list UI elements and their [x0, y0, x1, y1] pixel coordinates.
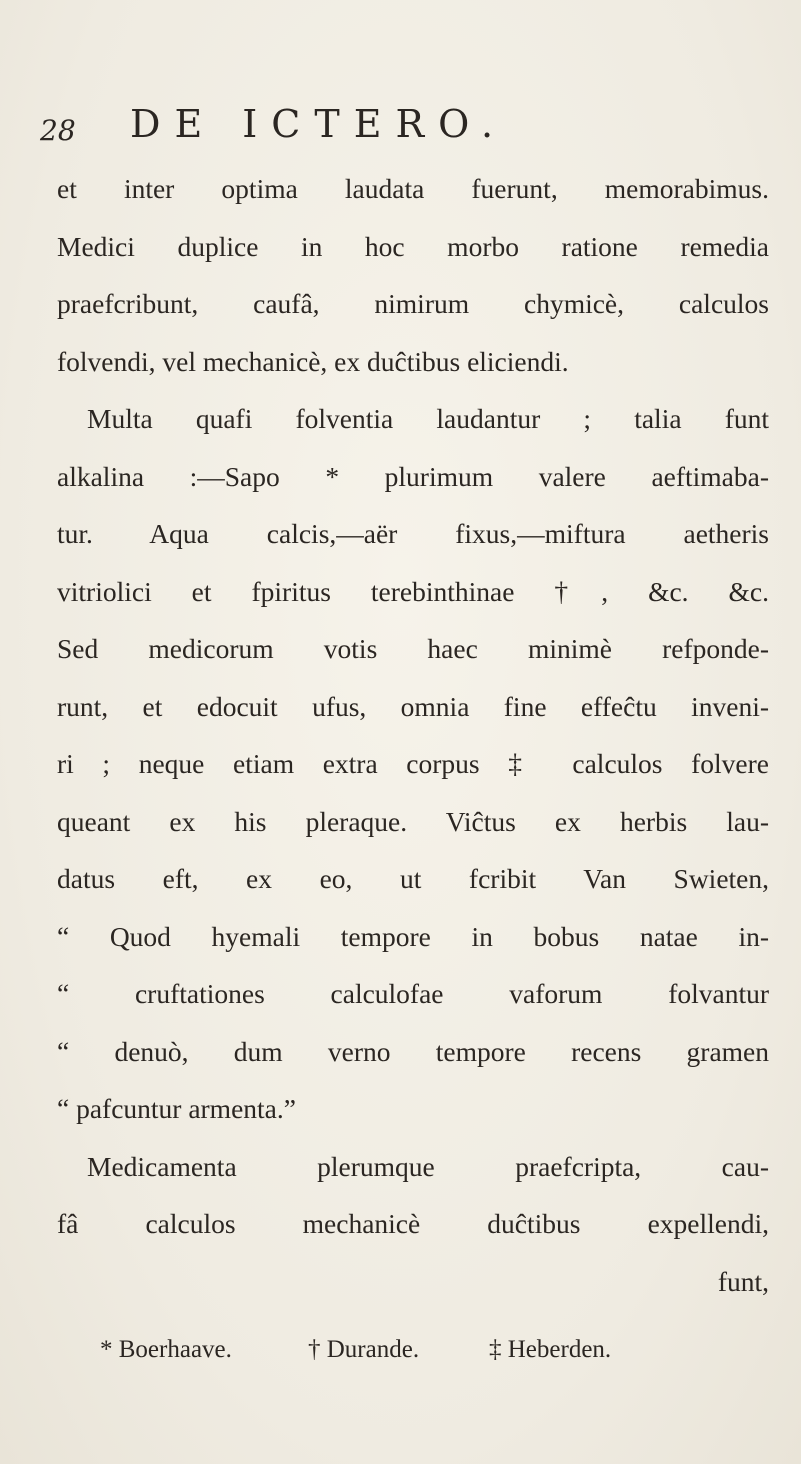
footnotes — [100, 1336, 700, 1376]
text-line: “ denuò, dum verno tempore recens gramen — [57, 1035, 769, 1067]
text-line: Medici duplice in hoc morbo ratione remedia — [57, 230, 769, 262]
text-line: Medicamenta plerumque praefcripta, cau- — [87, 1150, 769, 1182]
page-header — [40, 100, 760, 156]
text-line: runt, et edocuit ufus, omnia fine effeĉtu inveni- — [57, 690, 769, 722]
text-line: fâ calculos mechanicè duĉtibus expellendi, — [57, 1208, 769, 1239]
text-line: datus eft, ex eo, ut fcribit Van Swieten, — [57, 863, 769, 894]
page-number: 28 — [40, 114, 76, 147]
text-line: et inter optima laudata fuerunt, memorabimus. — [57, 173, 769, 204]
text-line: tur. Aqua calcis,—aër fixus,—miftura aetheris — [57, 518, 769, 549]
text-line: ri ; neque etiam extra corpus ‡ calculos folvere — [57, 748, 769, 779]
catchword-line: funt, — [717, 1265, 769, 1297]
text-line: “ cruftationes calculofae vaforum folvantur — [57, 978, 769, 1009]
text-line: “ Quod hyemali tempore in bobus natae in- — [57, 920, 769, 952]
text-line: queant ex his pleraque. Viĉtus ex herbis lau- — [57, 805, 769, 837]
text-line: Sed medicorum votis haec minimè refponde- — [57, 633, 769, 664]
footnote: * Boerhaave. — [100, 1336, 232, 1363]
footnote: † Durande. — [308, 1336, 420, 1363]
text-line: Multa quafi folventia laudantur ; talia funt — [87, 403, 769, 434]
footnote: ‡ Heberden. — [489, 1336, 612, 1363]
text-line: “ pafcuntur armenta.” — [57, 1093, 296, 1124]
text-line: alkalina :—Sapo * plurimum valere aeftimaba- — [57, 460, 769, 492]
body-text — [57, 160, 769, 1310]
running-title: DE ICTERO. — [130, 102, 508, 146]
text-line: praefcribunt, caufâ, nimirum chymicè, calculos — [57, 288, 769, 319]
text-line: vitriolici et fpiritus terebinthinae †, &c. &c. — [57, 575, 769, 607]
text-line: folvendi, vel mechanicè, ex duĉtibus eliciendi. — [57, 345, 569, 377]
